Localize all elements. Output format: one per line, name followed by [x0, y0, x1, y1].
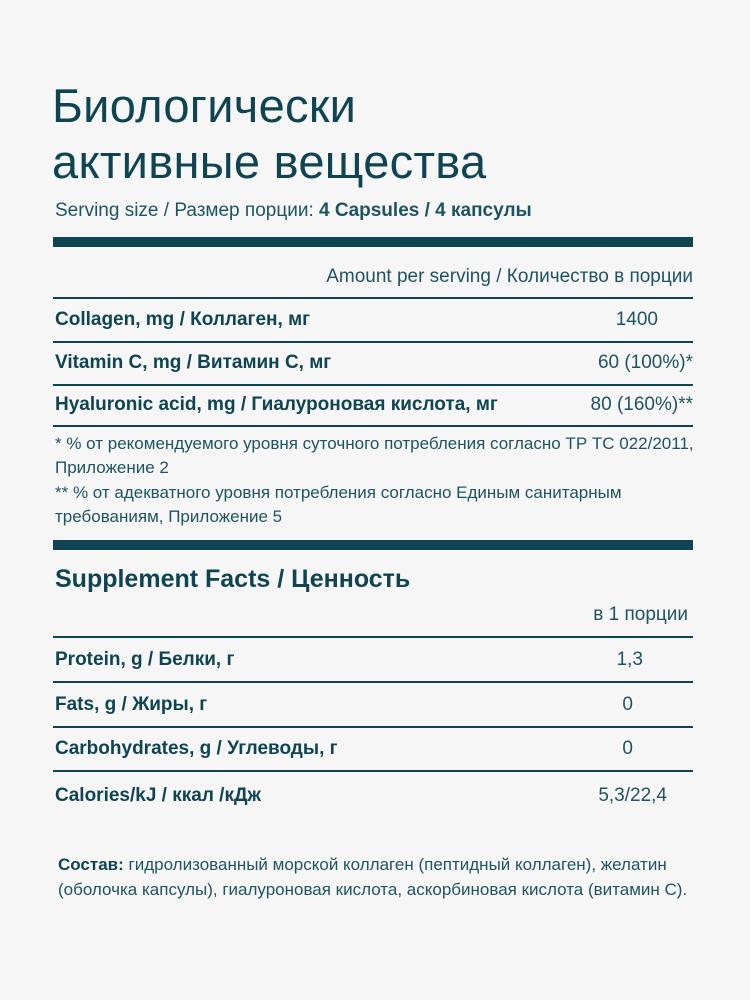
divider	[53, 297, 693, 299]
serving-size	[55, 200, 532, 222]
table-row-value: 1,3	[616, 649, 643, 670]
divider	[53, 770, 693, 772]
table-row-value: 60 (100%)*	[597, 352, 693, 373]
divider	[53, 636, 693, 638]
table-row-label: Fats, g / Жиры, г	[55, 694, 208, 715]
page-title	[52, 78, 486, 190]
title-line-1: Биологически	[52, 79, 357, 132]
composition	[58, 852, 718, 902]
divider	[53, 726, 693, 728]
footnote-1: * % от рекомендуемого уровня суточного потребления согласно ТР ТС 022/2011, Приложение 2	[55, 434, 694, 477]
table-row-label: Vitamin C, mg / Витамин С, мг	[55, 352, 332, 373]
title-line-2: активные вещества	[52, 135, 487, 188]
divider	[53, 425, 693, 427]
table-row-value: 0	[622, 738, 633, 759]
table-row-value: 5,3/22,4	[598, 785, 667, 806]
table-row-label: Hyaluronic acid, mg / Гиалуроновая кислота, мг	[55, 394, 498, 415]
table-row-value: 80 (160%)**	[590, 394, 693, 415]
table-row-value: 0	[622, 694, 633, 715]
table-row-label: Protein, g / Белки, г	[55, 649, 235, 670]
composition-text: гидролизованный морской коллаген (пептидный коллаген), желатин (оболочка капсулы), гиалуроновая кислота, аскорбиновая кислота (витамин С).	[58, 855, 688, 899]
table-row-label: Calories/kJ / ккал /кДж	[55, 785, 261, 806]
divider-thick	[53, 540, 693, 550]
amount-header: Amount per serving / Количество в порции	[326, 266, 693, 287]
serving-value: 4 Capsules / 4 капсулы	[319, 200, 532, 221]
composition-label: Состав:	[58, 855, 124, 874]
divider	[53, 681, 693, 683]
facts-header: в 1 порции	[593, 604, 688, 625]
footnote-2: ** % от адекватного уровня потребления согласно Единым санитарным требованиям, Приложение 5	[55, 483, 622, 526]
serving-label: Serving size / Размер порции:	[55, 200, 319, 221]
divider	[53, 341, 693, 343]
divider-thick	[53, 237, 693, 247]
table-row-label: Carbohydrates, g / Углеводы, г	[55, 738, 338, 759]
section-title: Supplement Facts / Ценность	[55, 565, 411, 593]
divider	[53, 384, 693, 386]
table-row-value: 1400	[615, 309, 658, 330]
table-row-label: Collagen, mg / Коллаген, мг	[55, 309, 311, 330]
